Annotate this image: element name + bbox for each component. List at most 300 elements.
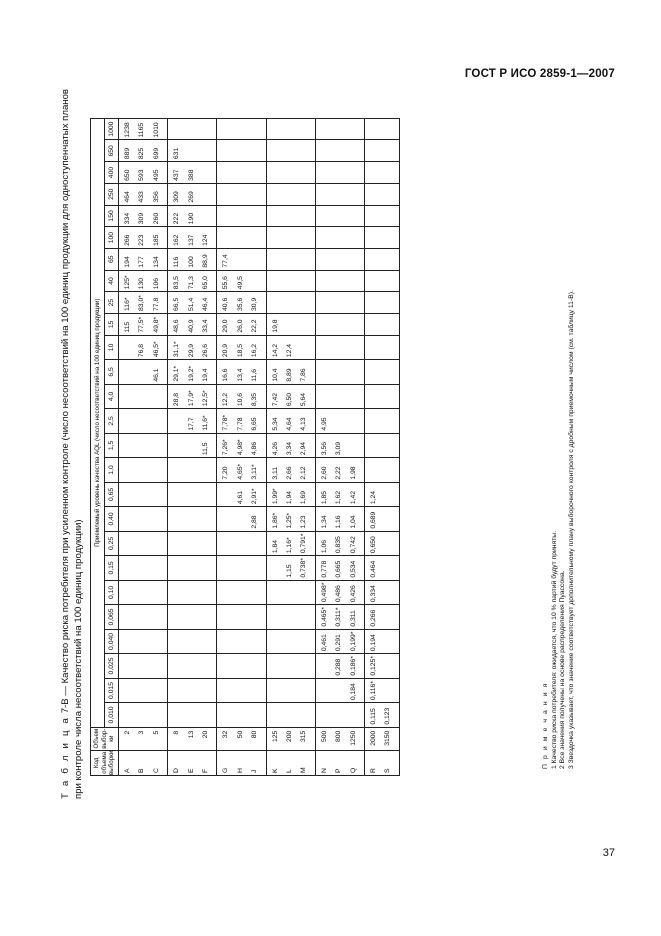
risk-value-cell [168, 140, 217, 162]
risk-value: 0,184 [349, 683, 357, 701]
risk-value-cell [119, 458, 168, 483]
risk-value-cell [364, 248, 399, 270]
risk-value: 134 [152, 256, 160, 268]
header-size: Объем выбор-ки [91, 727, 119, 750]
risk-value: 1,06 [320, 539, 328, 554]
risk-value: 0,199* [349, 631, 357, 652]
risk-value-cell [315, 140, 364, 162]
risk-value-cell [315, 360, 364, 385]
risk-value: 130 [138, 277, 146, 290]
risk-value-cell [119, 433, 168, 458]
sample-code-cell [168, 750, 217, 775]
sample-size-cell [266, 727, 315, 750]
risk-value: 162 [173, 234, 181, 246]
risk-value-cell [217, 227, 266, 249]
risk-value: 33,4 [201, 319, 209, 333]
risk-value: 0,186* [349, 656, 357, 676]
risk-value-cell [315, 531, 364, 556]
risk-value: 194 [124, 256, 131, 268]
risk-value: 7,26* [222, 439, 230, 456]
risk-value: 309 [138, 212, 146, 225]
risk-value: 106 [152, 277, 160, 290]
sample-code: M [300, 767, 308, 773]
sample-size: 2000 [369, 730, 377, 746]
risk-value: 18,5 [236, 343, 244, 358]
risk-value [170, 409, 184, 431]
sample-code: H [236, 768, 244, 773]
risk-value-cell [266, 605, 315, 630]
risk-value: 100 [187, 256, 195, 268]
risk-value-cell [315, 507, 364, 532]
risk-value-cell [266, 384, 315, 409]
risk-value: 0,665 [335, 560, 343, 578]
aql-header-cell: 0,065 [105, 605, 119, 630]
aql-header-cell: 40 [105, 270, 119, 292]
risk-value: 495 [152, 169, 160, 181]
note-2: 2 Все значения получены на основе распределения Пуассона. [559, 570, 567, 769]
risk-value: 1,23 [300, 515, 308, 529]
risk-value: 388 [187, 169, 195, 181]
risk-value-cell [364, 384, 399, 409]
risk-value: 1,69 [300, 490, 308, 505]
risk-value-cell [266, 205, 315, 227]
risk-value: 1165 [138, 122, 146, 138]
risk-value: 650 [124, 169, 131, 181]
risk-value-cell [119, 507, 168, 532]
risk-value: 71,3 [187, 276, 195, 290]
risk-value-cell [364, 605, 399, 630]
risk-value-cell [119, 654, 168, 679]
risk-value: 1,24 [369, 490, 377, 505]
risk-value: 4,13 [300, 417, 308, 431]
risk-value-cell [315, 292, 364, 314]
risk-value-cell [364, 507, 399, 532]
risk-value: 11,6 [251, 368, 259, 382]
risk-value-cell [364, 270, 399, 292]
risk-value-cell [217, 248, 266, 270]
risk-value: 0,288 [335, 658, 343, 676]
risk-value [381, 630, 395, 652]
sample-code-cell [315, 750, 364, 775]
risk-value-cell [217, 335, 266, 360]
risk-value: 4,98* [236, 439, 244, 456]
risk-value: 88,9 [201, 254, 209, 268]
risk-value: 137 [187, 234, 195, 246]
risk-value-cell [266, 292, 315, 314]
sample-size: 200 [285, 730, 293, 743]
risk-value: 0,742 [349, 536, 357, 554]
sample-code: B [138, 768, 146, 773]
risk-value: 266 [124, 234, 131, 246]
risk-value-cell [217, 292, 266, 314]
risk-value-cell [217, 433, 266, 458]
risk-value-cell [217, 629, 266, 654]
risk-value: 55,6 [222, 276, 230, 290]
risk-value: 116* [124, 297, 131, 311]
risk-value-cell [168, 183, 217, 205]
risk-value-cell [217, 654, 266, 679]
risk-value-cell [364, 227, 399, 249]
risk-value-cell [315, 482, 364, 507]
risk-value: 699 [152, 147, 160, 160]
risk-value-cell [168, 458, 217, 483]
risk-value-cell [168, 292, 217, 314]
aql-header-cell: 0,15 [105, 556, 119, 581]
risk-value-cell [364, 292, 399, 314]
sample-size: 80 [251, 730, 259, 739]
risk-value-cell [168, 531, 217, 556]
risk-value: 12,2 [222, 392, 230, 407]
risk-value: 1,25* [285, 512, 293, 529]
risk-value: 0,791* [300, 533, 308, 554]
risk-value-cell [119, 409, 168, 434]
risk-value-cell [315, 335, 364, 360]
risk-value: 190 [187, 212, 195, 225]
risk-value-cell [119, 118, 168, 140]
risk-value [269, 556, 283, 578]
risk-value: 48,6 [173, 319, 181, 333]
risk-value: 29,9 [187, 343, 195, 358]
risk-value [170, 434, 184, 456]
risk-value: 40,6 [222, 297, 230, 311]
risk-value: 124 [201, 234, 209, 246]
risk-value-cell [266, 335, 315, 360]
sample-size-cell [217, 727, 266, 750]
aql-header-cell: 10 [105, 335, 119, 360]
risk-value-cell [217, 270, 266, 292]
risk-value [199, 184, 213, 203]
sample-size: 50 [236, 730, 244, 739]
risk-value-cell [315, 556, 364, 581]
risk-value: 0,738* [300, 558, 308, 578]
risk-value-cell [217, 605, 266, 630]
risk-value: 309 [173, 191, 181, 203]
risk-value-cell [217, 183, 266, 205]
risk-value-cell [315, 118, 364, 140]
risk-value-cell [168, 678, 217, 703]
risk-value [381, 581, 395, 603]
risk-value-cell [217, 482, 266, 507]
risk-value-cell [168, 556, 217, 581]
risk-value: 1,99* [271, 488, 279, 505]
risk-value: 6,65 [251, 417, 259, 431]
risk-value-cell [168, 205, 217, 227]
risk-value-cell [266, 360, 315, 385]
risk-value: 10,4 [271, 368, 279, 382]
risk-value [381, 507, 395, 529]
risk-value-cell [315, 205, 364, 227]
table-caption [60, 88, 85, 799]
risk-value [185, 434, 199, 456]
risk-value [135, 360, 149, 382]
risk-value-cell [119, 531, 168, 556]
risk-value: 125* [124, 275, 131, 290]
aql-header-cell: 650 [105, 140, 119, 162]
risk-value [381, 532, 395, 554]
aql-header-cell: 150 [105, 205, 119, 227]
risk-value: 7,78 [236, 417, 244, 431]
risk-value: 12,4 [285, 343, 293, 358]
aql-header-cell: 100 [105, 227, 119, 249]
risk-value-cell [364, 458, 399, 483]
risk-value-cell [266, 703, 315, 728]
sample-code: C [152, 768, 160, 773]
risk-value: 26,6 [201, 343, 209, 358]
risk-value: 3,34 [285, 441, 293, 456]
risk-value-cell [364, 703, 399, 728]
sample-size: 8 [173, 730, 181, 735]
risk-value-cell [315, 654, 364, 679]
risk-value-cell [315, 384, 364, 409]
risk-value-cell [217, 384, 266, 409]
risk-value-cell [168, 654, 217, 679]
risk-value-cell [266, 654, 315, 679]
risk-value: 8,35 [251, 392, 259, 407]
risk-value [347, 409, 361, 431]
risk-value-cell [364, 335, 399, 360]
caption-title: 7-B — Качество риска потребителя при усиленном контроле (число несоответствий на 100 единиц продукции для одноступенчатых планов [60, 88, 71, 716]
risk-value-cell [119, 335, 168, 360]
sample-code: A [124, 768, 131, 773]
risk-value-cell [168, 248, 217, 270]
risk-value-cell [217, 313, 266, 335]
risk-value: 8,89 [285, 368, 293, 382]
risk-value: 2,22 [335, 466, 343, 480]
sample-size: 5 [152, 730, 160, 735]
risk-value: 1,15 [285, 564, 293, 578]
risk-value: 0,486 [335, 585, 343, 603]
risk-value: 4,95 [320, 417, 328, 431]
risk-value: 2,91* [251, 488, 259, 505]
risk-value: 1,04 [349, 515, 357, 529]
risk-value: 7,20 [222, 466, 230, 480]
risk-value: 4,26 [271, 441, 279, 456]
sample-size: 3150 [384, 730, 392, 746]
risk-value-cell [168, 703, 217, 728]
aql-header-cell: 1000 [105, 118, 119, 140]
risk-value: 28,8 [173, 392, 181, 407]
aql-header-cell: 1,0 [105, 458, 119, 483]
risk-value [199, 140, 213, 159]
sample-code: G [222, 767, 230, 773]
risk-value: 11,6* [201, 415, 209, 431]
risk-value: 0,778 [320, 560, 328, 578]
risk-value: 1,98 [349, 466, 357, 480]
risk-value: 2,12 [300, 466, 308, 480]
sample-code-cell [364, 750, 399, 775]
risk-value: 35,6 [236, 297, 244, 311]
risk-value: 631 [173, 147, 181, 160]
risk-value-cell [364, 183, 399, 205]
risk-value [248, 271, 262, 290]
risk-value: 1,86* [271, 512, 279, 529]
aql-header-cell: 6,5 [105, 360, 119, 385]
risk-value: 1,62 [335, 490, 343, 505]
sample-code-cell [217, 750, 266, 775]
risk-value-cell [364, 580, 399, 605]
risk-value: 0,650 [369, 536, 377, 554]
risk-value-cell [266, 227, 315, 249]
risk-value-cell [168, 507, 217, 532]
risk-value: 76,8 [138, 343, 146, 358]
risk-value [185, 140, 199, 159]
risk-value-cell [315, 313, 364, 335]
risk-value-cell [217, 140, 266, 162]
risk-value: 19,2* [187, 365, 195, 382]
caption-prefix: Т а б л и ц а [60, 715, 71, 799]
risk-value: 1,84 [271, 539, 279, 554]
header-aql-caption: Приемлемый уровень качества AQL (число несоответствий на 100 единиц продукции) [91, 118, 105, 727]
risk-value-cell [364, 162, 399, 184]
risk-value: 19,4 [201, 368, 209, 382]
risk-value: 0,464 [369, 560, 377, 578]
risk-value-cell [315, 703, 364, 728]
risk-value-cell [217, 458, 266, 483]
sample-code: K [271, 768, 279, 773]
risk-value: 222 [173, 212, 181, 225]
risk-value-cell [364, 556, 399, 581]
risk-value: 0,461 [320, 634, 328, 652]
risk-value: 825 [138, 147, 146, 160]
risk-value: 4,65* [236, 463, 244, 480]
risk-value-cell [266, 482, 315, 507]
risk-value-cell [168, 580, 217, 605]
risk-value: 0,291 [335, 634, 343, 652]
risk-value: 66,5 [173, 297, 181, 311]
risk-value: 6,50 [285, 392, 293, 407]
risk-value: 77,8 [152, 297, 160, 311]
risk-value [234, 507, 248, 529]
aql-header-cell: 0,25 [105, 531, 119, 556]
risk-value: 77,5* [138, 316, 146, 333]
risk-value: 12,5* [201, 390, 209, 407]
risk-value: 4,64 [285, 417, 293, 431]
risk-value: 260 [152, 212, 160, 225]
header-row-aql [105, 118, 119, 775]
aql-header-cell: 65 [105, 248, 119, 270]
risk-value [332, 679, 346, 701]
risk-value: 3,56 [320, 441, 328, 456]
risk-value-cell [217, 162, 266, 184]
risk-value: 1,16* [285, 537, 293, 554]
risk-value: 115 [124, 321, 131, 333]
table-notes [542, 169, 576, 769]
risk-value [121, 360, 135, 382]
risk-value-cell [119, 360, 168, 385]
risk-value: 177 [138, 256, 146, 268]
risk-value: 13,4 [236, 368, 244, 382]
aql-header-cell: 1,5 [105, 433, 119, 458]
sample-size: 3 [138, 730, 146, 735]
risk-value: 0,115 [369, 708, 377, 725]
risk-value: 16,6 [222, 368, 230, 382]
risk-value: 5,34 [271, 417, 279, 431]
risk-value: 2,94 [300, 441, 308, 456]
risk-value-cell [119, 629, 168, 654]
risk-value-cell [119, 313, 168, 335]
risk-value: 1,42 [349, 490, 357, 505]
risk-value-cell [217, 580, 266, 605]
risk-value-cell [364, 360, 399, 385]
risk-value: 10,6 [236, 392, 244, 407]
risk-value-cell [119, 292, 168, 314]
risk-value: 3,09 [335, 441, 343, 456]
caption-line-1 [60, 88, 73, 799]
risk-value [347, 434, 361, 456]
sample-size-cell [315, 727, 364, 750]
table-group-row [315, 118, 364, 775]
risk-value-cell [266, 118, 315, 140]
sample-code: L [285, 769, 293, 773]
risk-value: 0,311 [349, 610, 357, 627]
risk-value-cell [168, 433, 217, 458]
table-group-row [364, 118, 399, 775]
risk-value-cell [315, 433, 364, 458]
risk-value: 0,334 [369, 585, 377, 603]
risk-value [381, 605, 395, 627]
risk-value: 269 [187, 191, 195, 203]
risk-value [199, 206, 213, 225]
risk-value-cell [119, 227, 168, 249]
sample-size-cell [364, 727, 399, 750]
risk-value-cell [266, 458, 315, 483]
sample-code: E [187, 768, 195, 773]
risk-value-cell [364, 433, 399, 458]
risk-value-cell [168, 409, 217, 434]
risk-value-cell [315, 227, 364, 249]
risk-value-cell [364, 482, 399, 507]
risk-value-cell [119, 580, 168, 605]
risk-value [121, 336, 135, 358]
table-group-row [266, 118, 315, 775]
sample-code: S [384, 768, 392, 773]
note-3: 3 Звездочка указывает, что значение соответствует дополнительному плану выборочного контроля с дробным приемочным числом (см. таблицу 11-B). [567, 290, 575, 769]
risk-value: 1,94 [285, 490, 293, 505]
risk-value: 65,0 [201, 276, 209, 290]
risk-value [297, 336, 311, 358]
risk-value-cell [217, 507, 266, 532]
risk-value: 3,11 [271, 466, 279, 480]
note-1: 1 Качество риска потребителя: ожидается, что 10 % партий будут приняты. [550, 530, 558, 769]
risk-value [318, 679, 332, 701]
risk-value-cell [119, 678, 168, 703]
risk-value-cell [364, 313, 399, 335]
risk-value: 83,0* [138, 295, 146, 311]
risk-value [283, 314, 297, 333]
risk-value-cell [266, 507, 315, 532]
risk-value: 7,42 [271, 392, 279, 407]
risk-value: 2,60 [320, 466, 328, 480]
risk-value: 4,61 [236, 490, 244, 505]
risk-value: 0,123 [384, 707, 392, 725]
risk-value: 889 [124, 147, 131, 160]
risk-value-cell [217, 556, 266, 581]
risk-value [381, 654, 395, 676]
risk-value-cell [266, 313, 315, 335]
risk-value: 31,1* [173, 341, 181, 358]
risk-value: 11,5 [201, 442, 209, 456]
risk-value [297, 314, 311, 333]
risk-value: 1,85 [320, 490, 328, 505]
risk-value: 46,4 [201, 297, 209, 311]
risk-value: 46,5* [152, 341, 160, 358]
risk-value-cell [315, 605, 364, 630]
risk-value-cell [315, 458, 364, 483]
risk-value: 49,8* [152, 316, 160, 333]
document-standard-header: ГОСТ Р ИСО 2859-1—2007 [464, 68, 615, 80]
risk-value-cell [119, 205, 168, 227]
risk-value: 223 [138, 234, 146, 246]
